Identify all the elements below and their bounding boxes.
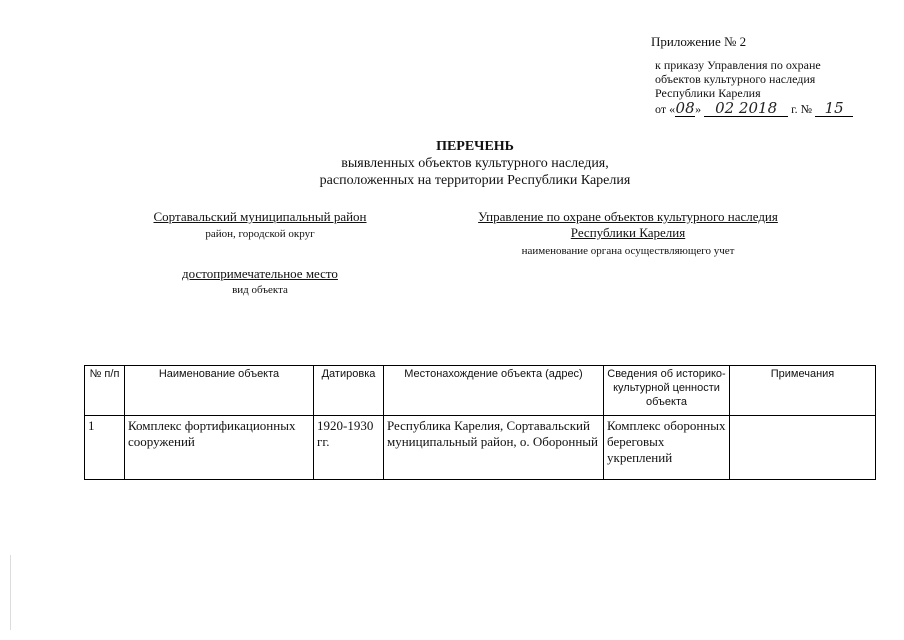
district-name: Сортавальский муниципальный район [153, 209, 367, 224]
authority-block [450, 209, 806, 259]
document-subtitle-2: расположенных на территории Республики Карелия [319, 173, 631, 188]
appendix-block [650, 34, 880, 117]
appendix-date-line [655, 100, 880, 117]
header-number: № п/п [85, 366, 125, 416]
order-number-label: г. № [791, 102, 813, 116]
order-number: 15 [815, 100, 853, 117]
object-kind-block [130, 266, 390, 298]
header-name: Наименование объекта [125, 366, 314, 416]
cell-notes [730, 416, 876, 480]
district-block [130, 209, 390, 242]
appendix-title: Приложение № 2 [651, 34, 747, 49]
appendix-line-2: объектов культурного наследия [655, 72, 816, 86]
header-address: Местонахождение объекта (адрес) [384, 366, 604, 416]
date-prefix: от « [655, 102, 676, 116]
objects-table [84, 365, 876, 480]
authority-line-2: Республики Карелия [570, 225, 686, 240]
document-title: ПЕРЕЧЕНЬ [436, 139, 514, 154]
district-caption: район, городской округ [205, 228, 315, 240]
cell-value: Комплекс оборонных береговых укреплений [604, 416, 730, 480]
table-row [85, 416, 876, 480]
document-heading [240, 138, 710, 189]
date-month-year: 02 2018 [704, 100, 788, 117]
appendix-line-1: к приказу Управления по охране [655, 58, 821, 72]
date-mid: » [695, 102, 702, 116]
authority-line-1: Управление по охране объектов культурного наследия [478, 209, 778, 224]
authority-caption: наименование органа осуществляющего учет [521, 245, 735, 257]
object-kind: достопримечательное место [182, 266, 338, 281]
header-value: Сведения об историко-культурной ценности объекта [604, 366, 730, 416]
document-subtitle-1: выявленных объектов культурного наследия, [341, 156, 609, 171]
cell-number: 1 [85, 416, 125, 480]
cell-dating: 1920-1930 гг. [314, 416, 384, 480]
appendix-line-3: Республики Карелия [655, 86, 761, 100]
header-dating: Датировка [314, 366, 384, 416]
header-notes: Примечания [730, 366, 876, 416]
cell-name: Комплекс фортификационных сооружений [125, 416, 314, 480]
cell-address: Республика Карелия, Сортавальский муниципальный район, о. Оборонный [384, 416, 604, 480]
object-kind-caption: вид объекта [232, 284, 288, 296]
table-header-row [85, 366, 876, 416]
date-day: 08 [675, 99, 695, 117]
scan-edge [10, 555, 11, 630]
